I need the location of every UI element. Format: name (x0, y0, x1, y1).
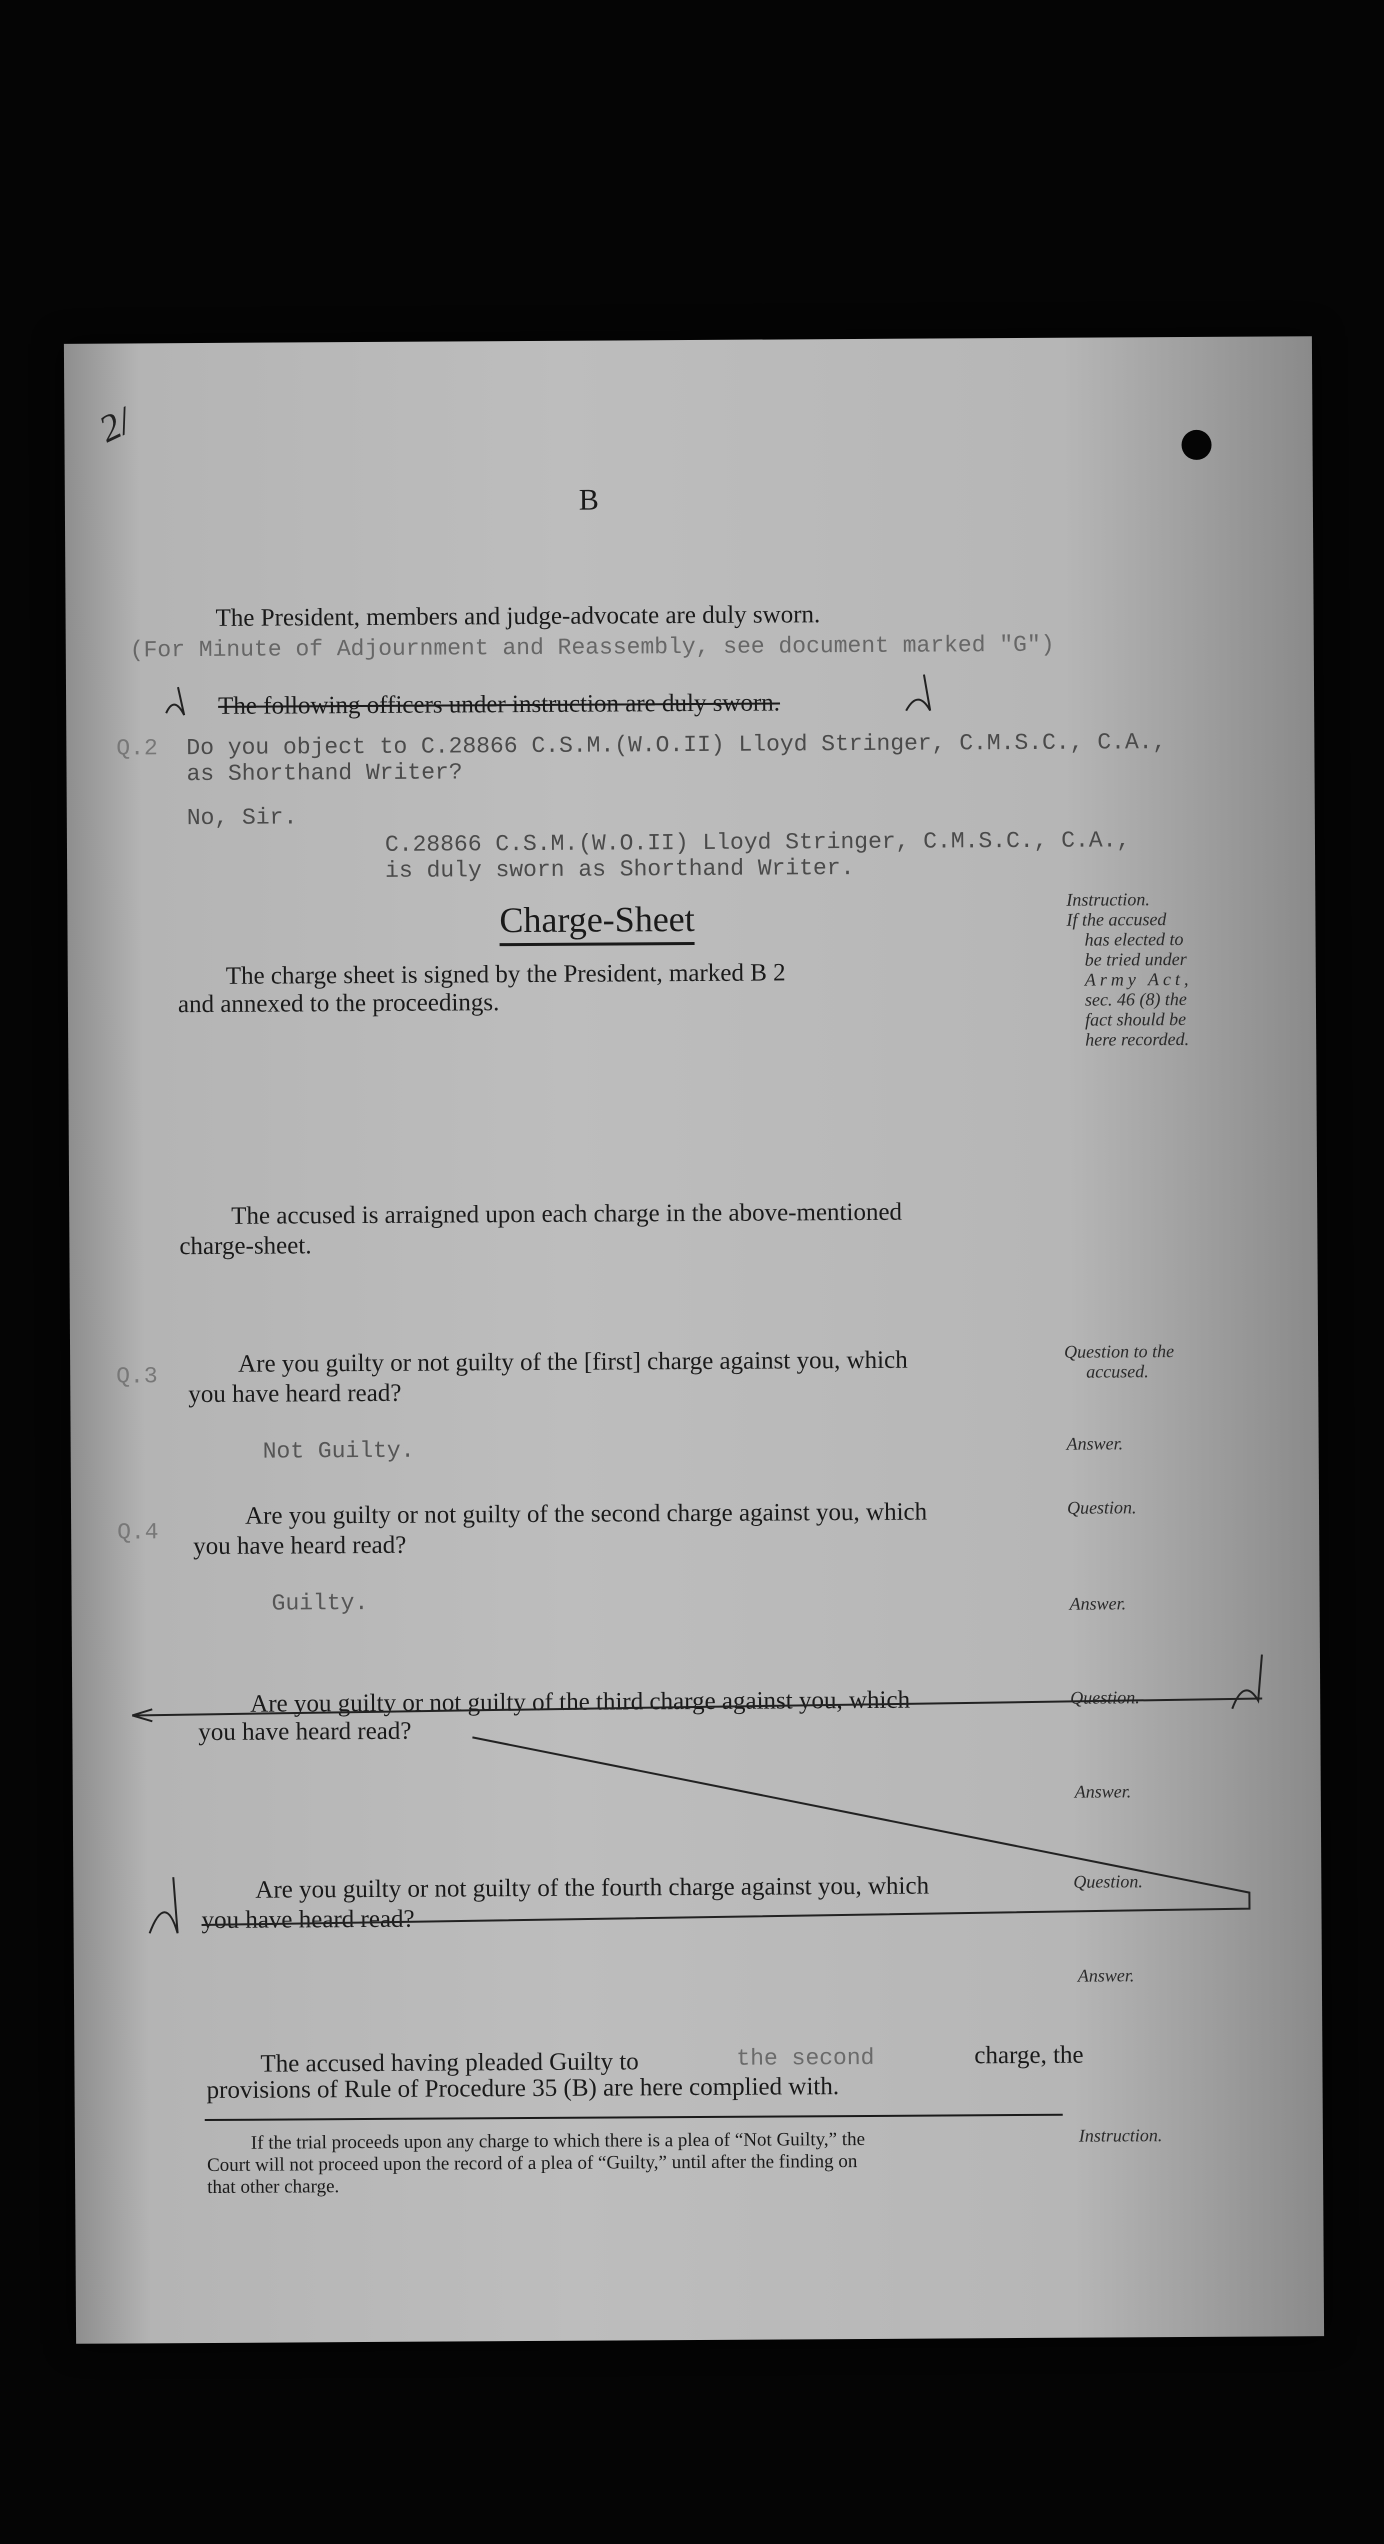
side-line: sec. 46 (8) the (1084, 988, 1187, 1010)
fourth-charge-line1: Are you guilty or not guilty of the fourth charge against you, which (255, 1872, 930, 1904)
q3-answer: Not Guilty. (262, 1437, 415, 1465)
q4-side-question: Question. (1066, 1497, 1137, 1518)
arraigned-line2: charge-sheet. (179, 1232, 312, 1261)
side-line: fact should be (1084, 1008, 1187, 1030)
side-line: If the accused (1066, 909, 1167, 930)
q2-sworn-line2: is duly sworn as Shorthand Writer. (385, 855, 855, 884)
q4-line2: you have heard read? (193, 1531, 407, 1561)
side-line: be tried under (1084, 948, 1187, 970)
fourth-charge-line2: you have heard read? (201, 1905, 415, 1935)
q3-side-answer: Answer. (1066, 1433, 1124, 1454)
pleaded-fill: the second (736, 2044, 875, 2072)
note-line3: that other charge. (207, 2176, 340, 2198)
document-page (64, 336, 1324, 2344)
q2-sworn-line1: C.28866 C.S.M.(W.O.II) Lloyd Stringer, C.M.S.C., C.A., (384, 827, 1131, 858)
charge-line1: The charge sheet is signed by the President, marked B 2 (225, 959, 786, 990)
pleaded-prefix: The accused having pleaded Guilty to (260, 2048, 639, 2078)
q3-line1: Are you guilty or not guilty of the [first] charge against you, which (238, 1346, 908, 1378)
third-charge-line2: you have heard read? (198, 1717, 412, 1747)
fourth-side-answer: Answer. (1077, 1965, 1135, 1986)
side-line: Instruction. (1066, 889, 1150, 910)
q3-side-question2: accused. (1086, 1361, 1149, 1382)
minute-note: (For Minute of Adjournment and Reassembly, see document marked "G") (129, 631, 1055, 664)
third-charge-line1: Are you guilty or not guilty of the third charge against you, which (250, 1686, 911, 1718)
q4-line1: Are you guilty or not guilty of the second charge against you, which (244, 1498, 928, 1530)
pleaded-suffix: charge, the (974, 2041, 1084, 2070)
side-line: has elected to (1084, 929, 1184, 950)
strike-mark-fourth (149, 1877, 177, 1933)
q2-answer: No, Sir. (186, 804, 298, 832)
provisions-line: provisions of Rule of Procedure 35 (B) are here complied with. (206, 2073, 840, 2104)
diagonal-strike (200, 1733, 1249, 1925)
third-side-answer: Answer. (1074, 1781, 1132, 1802)
officers-line: The following officers under instruction are duly sworn. (218, 689, 781, 720)
q2-line2: as Shorthand Writer? (186, 759, 463, 788)
note-line2: Court will not proceed upon the record of a plea of “Guilty,” until after the finding on (206, 2151, 858, 2176)
q2-line1: Do you object to C.28866 C.S.M.(W.O.II) Lloyd Stringer, C.M.S.C., C.A., (186, 729, 1167, 762)
arraigned-line1: The accused is arraigned upon each charge in the above-mentioned (231, 1198, 903, 1230)
third-side-question: Question. (1070, 1687, 1140, 1708)
question-number-q4: Q.4 (117, 1519, 159, 1546)
section-letter: B (578, 483, 599, 517)
charge-line2: and annexed to the proceedings. (177, 989, 500, 1019)
q3-side-question: Question to the (1064, 1341, 1175, 1362)
charge-sheet-heading: Charge-Sheet (499, 898, 695, 946)
pen-annotations (64, 336, 1324, 2344)
fourth-side-question: Question. (1073, 1871, 1143, 1892)
margin-mark: 2/ (92, 400, 138, 451)
note-line1: If the trial proceeds upon any charge to which there is a plea of “Not Guilty,” the (250, 2128, 866, 2154)
strike-mark-third (132, 1655, 1262, 1722)
question-number-q2: Q.2 (116, 735, 158, 762)
q3-line2: you have heard read? (188, 1379, 402, 1409)
note-side-instruction: Instruction. (1078, 2125, 1163, 2146)
side-line: here recorded. (1085, 1028, 1190, 1050)
side-line: Army Act, (1084, 968, 1193, 990)
q4-answer: Guilty. (271, 1589, 369, 1617)
strike-mark-officers (166, 675, 930, 716)
q4-side-answer: Answer. (1069, 1593, 1127, 1614)
sworn-line: The President, members and judge-advocate are duly sworn. (215, 601, 821, 632)
question-number-q3: Q.3 (116, 1363, 158, 1390)
